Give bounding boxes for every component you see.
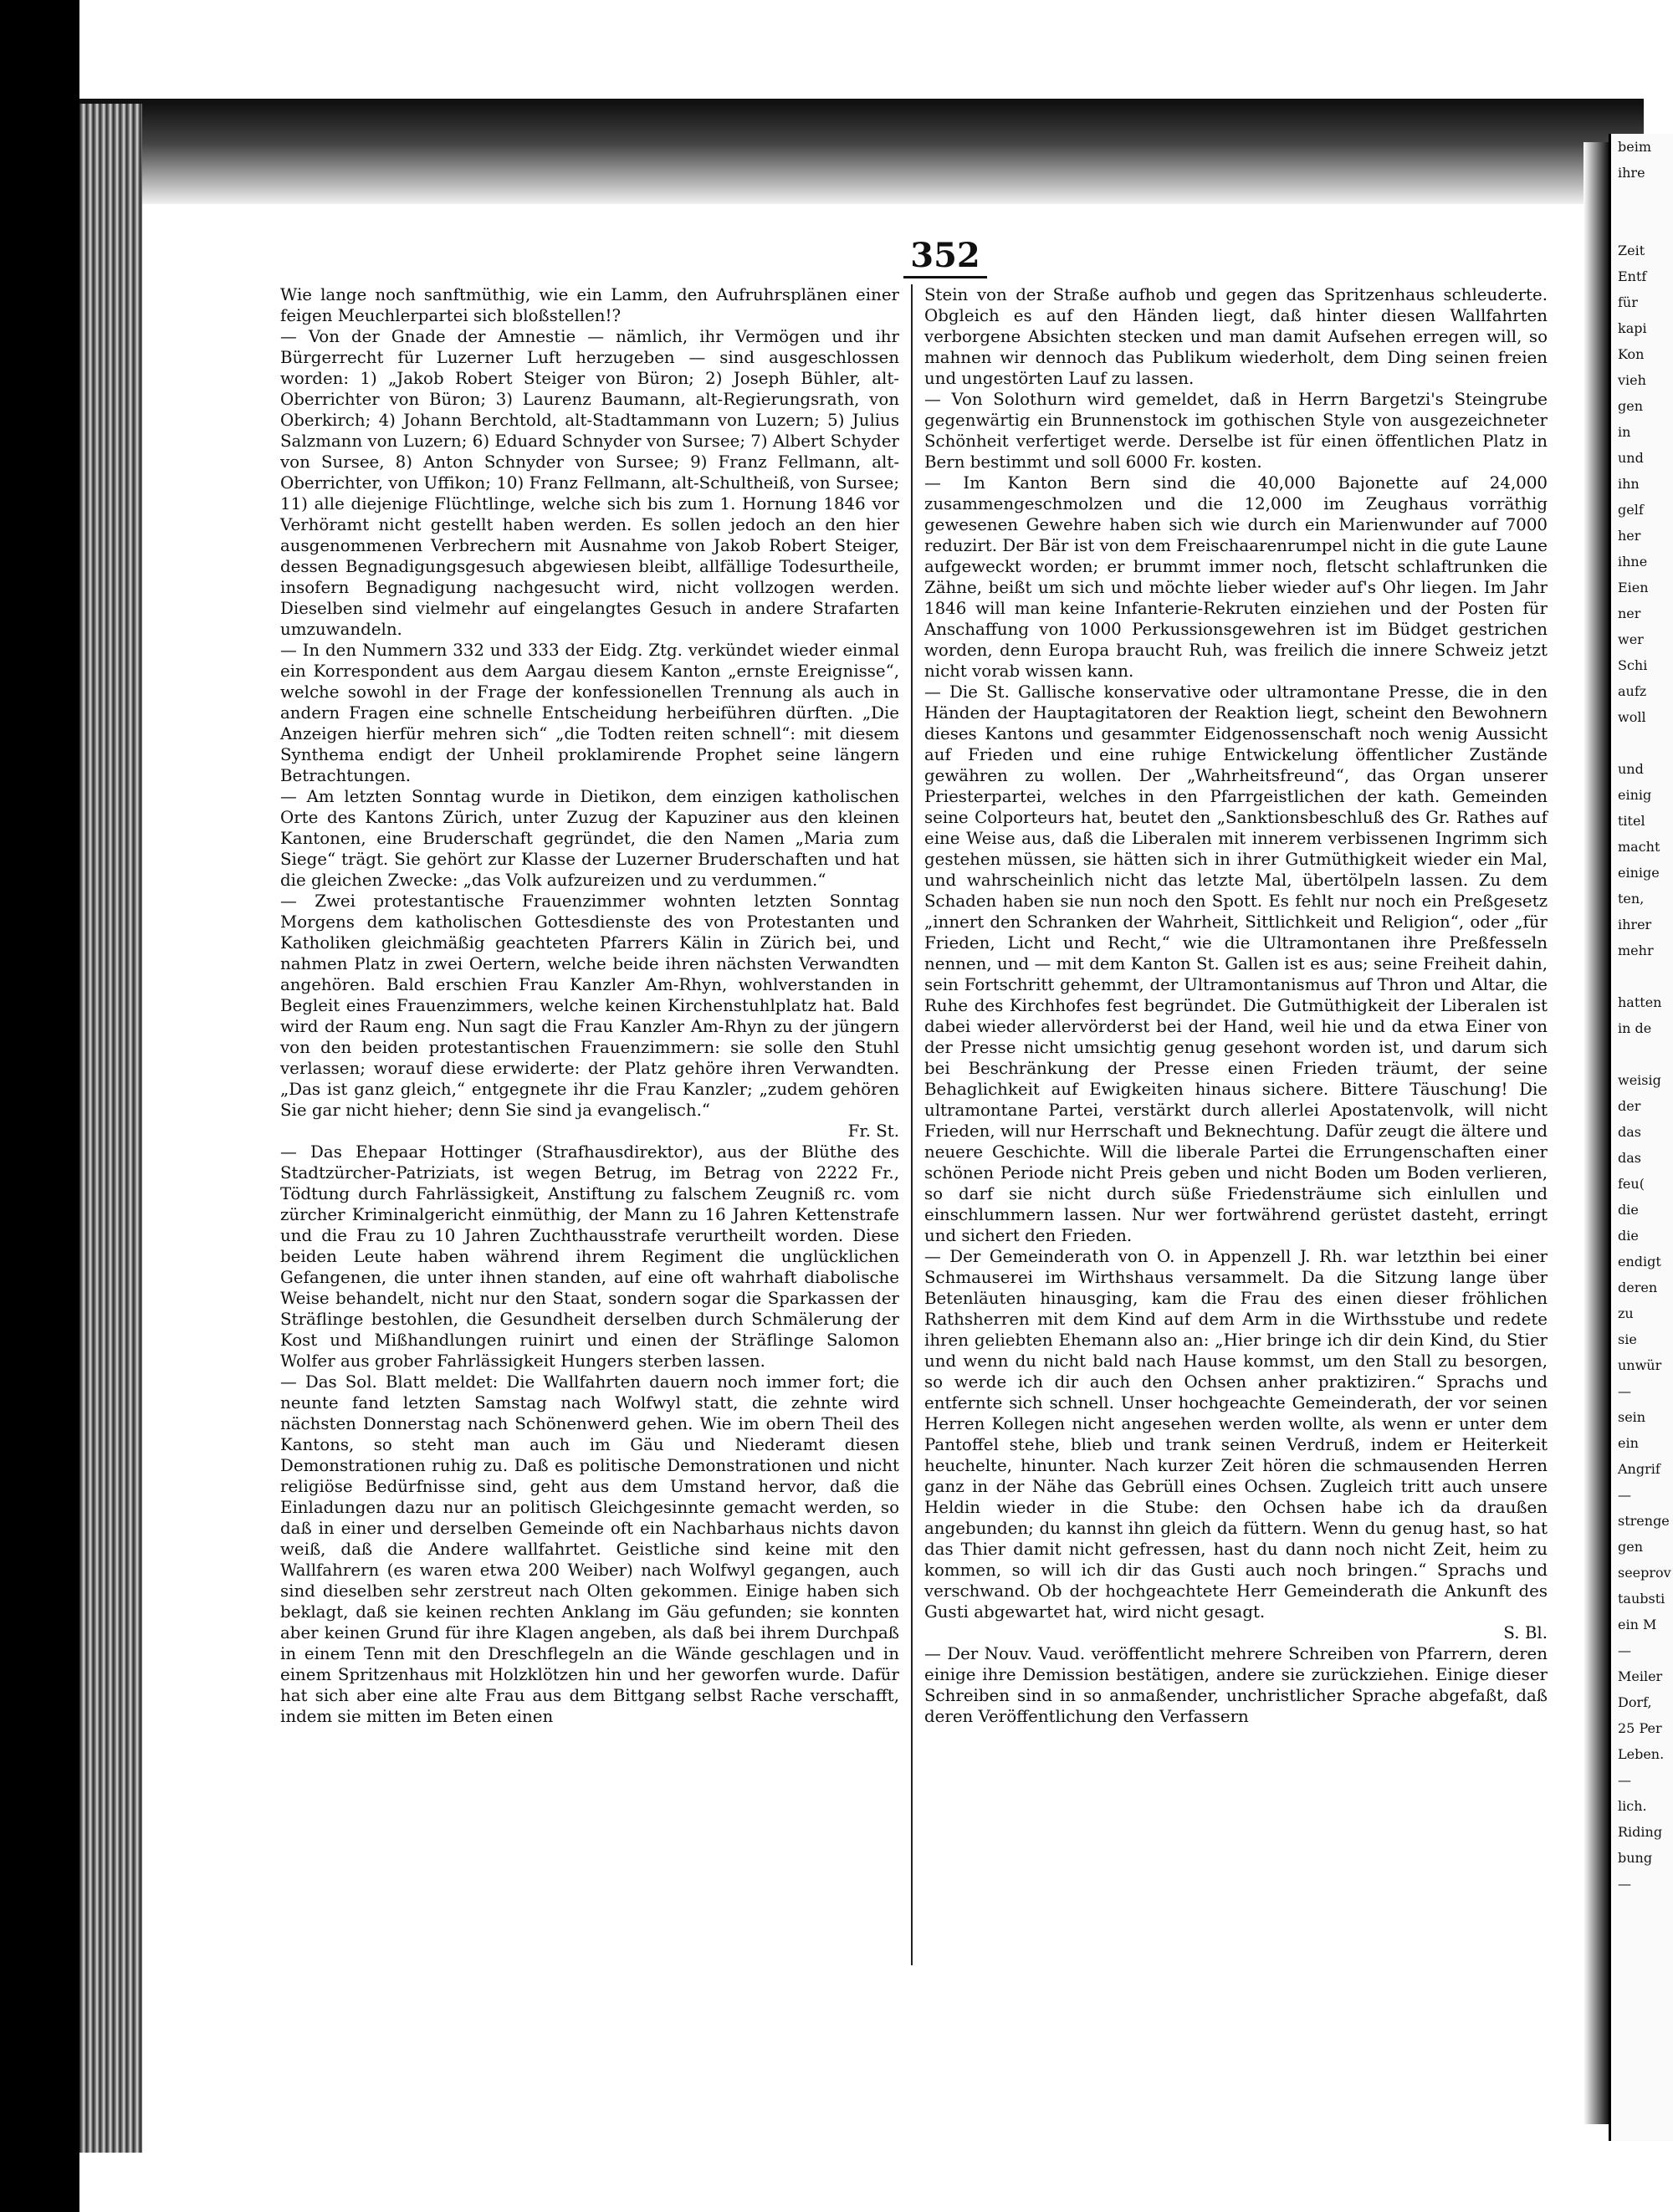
next-page-line: feu( [1618,1176,1645,1192]
article-paragraph: — Im Kanton Bern sind die 40,000 Bajonette auf 24,000 zusammengeschmolzen und die 12,000 im Zeughaus vorräthig gewesenen Gewehre haben sich wie durch ein Marienwunder auf 7000 reduzirt. Der Bär ist von dem Freischaarenrumpel nicht in die gute Laune aufgeweckt worden; er brummt immer noch, fletscht schlaftrunken die Zähne, beißt um sich und möchte lieber wieder auf's Ohr liegen. Im Jahr 1846 will man keine Infanterie-Rekruten einziehen und der Posten für Anschaffung von 1000 Perkussionsgewehren ist im Büdget gestrichen worden, denn Europa braucht Ruh, was freilich die innere Schweiz jetzt nicht vorab wissen kann. [924,473,1548,681]
left-column [280,284,899,1727]
next-page-line: die [1618,1202,1639,1218]
next-page-line: — [1618,1487,1631,1503]
next-page-line: Entf [1618,268,1647,284]
page-gutter-shadow [1583,142,1609,2124]
column-divider [911,284,913,1965]
next-page-line: gen [1618,398,1644,414]
next-page-line: ner [1618,605,1641,621]
article-paragraph: S. Bl. [1503,1623,1548,1642]
scan-top-margin [79,0,1673,99]
next-page-line: titel [1618,813,1645,829]
next-page-line: deren [1618,1280,1658,1295]
scan-left-border [0,0,79,2212]
next-page-line [1611,1041,1673,1067]
page-number-underline [903,276,987,278]
next-page-line: — [1618,1772,1631,1788]
next-page-line: ihne [1618,554,1648,570]
next-page-line: für [1618,294,1638,310]
next-page-line: Eien [1618,580,1649,595]
next-page-line: vieh [1618,372,1646,388]
next-page-line: Angrif [1618,1461,1660,1477]
next-page-line: Leben. [1618,1746,1665,1762]
next-page-line: ihre [1618,165,1645,181]
next-page-line: endigt [1618,1254,1661,1269]
next-page-line [1611,212,1673,238]
next-page-line: in de [1618,1020,1652,1036]
next-page-line: macht [1618,839,1660,855]
next-page-line: der [1618,1098,1641,1114]
next-page-line: zu [1618,1305,1634,1321]
article-paragraph: — Am letzten Sonntag wurde in Dietikon, dem einzigen katholischen Orte des Kantons Zürich, unter Zuzug der Kapuziner aus den kleinen Kantonen, eine Bruderschaft gegründet, die den Namen „Maria zum Siege“ trägt. Sie gehört zur Klasse der Luzerner Bruderschaften und hat die gleichen Zwecke: „das Volk aufzureizen und zu verdummen.“ [280,787,899,890]
next-page-line: lich. [1618,1798,1647,1814]
next-page-line: ihrer [1618,917,1652,932]
article-paragraph: — Der Gemeinderath von O. in Appenzell J. Rh. war letzthin bei einer Schmauserei im Wirthshaus versammelt. Da die Sitzung lange über Betenläuten hinausging, kam die Frau des einen dieser fröhlichen Rathsherren mit dem Kind auf dem Arm in die Wirthsstube und redete ihren geliebten Ehemann also an: „Hier bringe ich dir dein Kind, du Stier und wenn du nicht bald nach Hause kommst, um den Stall zu besorgen, so werde ich dir auch den Ochsen anher praktiziren.“ Sprachs und entfernte sich schnell. Unser hochgeachte Gemeinderath, der vor seinen Herren Kollegen nicht angesehen werden wollte, als wenn er unter dem Pantoffel stehe, blieb und trank seinen Verdruß, indem er Heiterkeit heuchelte, hinunter. Nach kurzer Zeit hören die schmausenden Herren ganz in der Nähe das Gebrüll eines Ochsen. Zugleich tritt auch unsere Heldin wieder in die Stube: den Ochsen habe ich da draußen angebunden; du kannst ihn gleich da füttern. Wenn du genug hast, so hat das Thier damit nicht gefressen, hast du dann noch nicht Zeit, heim zu kommen, so will ich dir das Gusti auch noch bringen.“ Sprachs und verschwand. Ob der hochgeachtete Herr Gemeinderath die Ankunft des Gusti abgewartet hat, wird nicht gesagt. [924,1247,1548,1622]
next-page-line: woll [1618,709,1646,725]
next-page-line: weisig [1618,1072,1661,1088]
next-page-line: unwür [1618,1357,1662,1373]
next-page-line: das [1618,1124,1641,1140]
article-paragraph: — Die St. Gallische konservative oder ultramontane Presse, die in den Händen der Hauptagitatoren der Reaktion liegt, scheint den Bewohnern dieses Kantons und gesammter Eidgenossenschaft noch wenig Aussicht auf Frieden und eine ruhige Entwickelung öffentlicher Zustände gewähren zu wollen. Der „Wahrheitsfreund“, das Organ unserer Priesterpartei, welches in den Pfarrgeistlichen der kath. Gemeinden seine Colporteurs hat, beutet den „Sanktionsbeschluß des Gr. Rathes auf eine Weise aus, daß die Liberalen mit innerem verbissenen Ingrimm sich gestehen müssen, sie hätten sich in ihrer Gutmüthigkeit wieder ein Mal, und wahrscheinlich nicht das letzte Mal, übertölpeln lassen. Zu dem Schaden haben sie nun noch den Spott. Es fehlt nur noch ein Preßgesetz „innert den Schranken der Wahrheit, Sittlichkeit und Religion“, oder „für Frieden, Licht und Recht,“ wie die Ultramontanen ihre Preßfesseln nennen, und — mit dem Kanton St. Gallen ist es aus; seine Freiheit dahin, sein Fortschritt gehemmt, der Ultramontanismus auf Thron und Altar, die Ruhe des Kirchhofes fest begründet. Die Gutmüthigkeit der Liberalen ist dabei wieder allervörderst bei der Hand, weil hie und da etwa Einer von der Presse nicht umsichtig genug gesehont worden ist, und darum sich bei Beschränkung der Presse einen Frieden träumt, der seine Behaglichkeit auf Ewigkeiten hinaus sichere. Bittere Täuschung! Die ultramontane Partei, verstärkt durch allerlei Apostatenvolk, will nicht Frieden, will nur Herrschaft und Beknechtung. Dafür zeugt die ältere und neuere Geschichte. Will die liberale Partei die Errungenschaften einer schönen Periode nicht Preis geben und nicht Boden um Boden verlieren, so darf sie nicht durch süße Friedensträume sich einlullen und einschlummern lassen. Nur wer fortwährend gerüstet dasteht, erringt und sichert den Frieden. [924,682,1548,1245]
next-page-line: — [1618,1642,1631,1658]
next-page-line: und [1618,450,1644,466]
next-page-line: kapi [1618,320,1647,336]
next-page-line: gen [1618,1539,1644,1555]
next-page-line: taubsti [1618,1591,1665,1607]
next-page-line: gelf [1618,502,1644,518]
article-paragraph: Wie lange noch sanftmüthig, wie ein Lamm, den Aufruhrsplänen einer feigen Meuchlerpartei sich bloßstellen!? [280,285,899,325]
scan-top-line [79,99,1644,104]
next-page-line: einig [1618,787,1652,803]
next-page-line: wer [1618,631,1644,647]
next-page-line: — [1618,1383,1631,1399]
next-page-line: ein M [1618,1617,1657,1632]
next-page-line: strenge [1618,1513,1670,1529]
book-page-edges [79,104,142,2153]
next-page-line: einige [1618,865,1660,881]
next-page-line: — [1618,1876,1631,1892]
next-page-line: 25 Per [1618,1720,1662,1736]
article-paragraph: — Von Solothurn wird gemeldet, daß in Herrn Bargetzi's Steingrube gegenwärtig ein Brunnenstock im gothischen Style von ausgezeichneter Schönheit verfertiget werde. Derselbe ist für einen öffentlichen Platz in Bern bestimmt und soll 6000 Fr. kosten. [924,390,1548,472]
next-page-line [1611,963,1673,989]
article-paragraph: Stein von der Straße aufhob und gegen das Spritzenhaus schleuderte. Obgleich es auf den Händen liegt, daß hinter diesen Wallfahrten verborgene Absichten stecken und man damit Aufsehen erregen will, so mahnen wir dennoch das Publikum wiederholt, dem Ding seinen freien und ungestörten Lauf zu lassen. [924,285,1548,388]
next-page-line: das [1618,1150,1641,1166]
next-page-line: sie [1618,1331,1637,1347]
next-page-line [1611,730,1673,756]
article-paragraph: — Zwei protestantische Frauenzimmer wohnten letzten Sonntag Morgens dem katholischen Gottesdienste des von Protestanten und Katholiken gleichmäßig geachteten Pfarrers Kälin in Zürich bei, und nahmen Platz in zwei Oertern, welche beide ihren nächsten Verwandten angehören. Bald erschien Frau Kanzler Am-Rhyn, wohlverstanden in Begleit eines Frauenzimmers, welche keinen Kirchenstuhlplatz hat. Bald wird der Raum eng. Nun sagt die Frau Kanzler Am-Rhyn zu der jüngern von den beiden protestantischen Frauenzimmern: sie solle den Stuhl verlassen; worauf diese erwiderte: der Platz gehöre ihren Verwandten. „Das ist ganz gleich,“ entgegnete ihr die Frau Kanzler; „zudem gehören Sie gar nicht hieher; denn Sie sind ja evangelisch.“ [280,891,899,1120]
next-page-line: beim [1618,139,1651,155]
next-page-line: Schi [1618,657,1648,673]
next-page-line: und [1618,761,1644,777]
next-page-line: Meiler [1618,1668,1663,1684]
next-page-fragment [1609,134,1673,2141]
article-paragraph: — Das Sol. Blatt meldet: Die Wallfahrten dauern noch immer fort; die neunte fand letzten Samstag nach Wolfwyl statt, die zehnte wird nächsten Donnerstag nach Schönenwerd gehen. Wie im obern Theil des Kantons, so steht man auch im Gäu und Niederamt diesen Demonstrationen ruhig zu. Daß es politische Demonstrationen und nicht religiöse Bedürfnisse sind, geht aus dem Umstand hervor, daß die Einladungen dazu nur an politisch Gleichgesinnte gemacht werden, so daß in einer und derselben Gemeinde oft ein Nachbarhaus nichts davon weiß, daß die Andere wallfahrtet. Geistliche sind keine mit den Wallfahrern (es waren etwa 200 Weiber) nach Wolfwyl gegangen, auch sind dieselben sehr zerstreut nach Olten gekommen. Einige haben sich beklagt, daß sie keinen rechten Anklang im Gäu gefunden; sie konnten aber keinen Grund für ihre Klagen angeben, als daß bei ihrem Durchpaß in einem Tenn mit den Dreschflegeln an die Wände geschlagen und in einem Spritzenhaus mit Holzklötzen hin und her geworfen wurde. Dafür hat sich aber eine alte Frau aus dem Bittgang selbst Rache verschafft, indem sie mitten im Beten einen [280,1372,899,1726]
next-page-line [1611,186,1673,212]
next-page-line: Kon [1618,346,1645,362]
next-page-line: Riding [1618,1824,1663,1840]
next-page-line: mehr [1618,943,1654,958]
next-page-line: seeprov [1618,1565,1671,1581]
article-paragraph: — In den Nummern 332 und 333 der Eidg. Ztg. verkündet wieder einmal ein Korrespondent aus dem Aargau diesem Kanton „ernste Ereignisse“, welche sowohl in der Frage der konfessionellen Trennung als auch in andern Fragen eine schnelle Entscheidung herbeiführen dürften. „Die Anzeigen hierfür mehren sich“ „die Todten reiten schnell“: mit diesem Synthema endigt der Unheil proklamirende Prophet seine längern Betrachtungen. [280,641,899,785]
book-top-edge [79,104,1644,204]
right-column [924,284,1548,1727]
next-page-line: die [1618,1228,1639,1244]
next-page-line: ten, [1618,891,1645,907]
article-paragraph: — Der Nouv. Vaud. veröffentlicht mehrere Schreiben von Pfarrern, deren einige ihre Demission bestätigen, andere sie zurückziehen. Einige dieser Schreiben sind in so anmaßender, unchristlicher Sprache abgefaßt, daß deren Veröffentlichung den Verfassern [924,1644,1548,1726]
next-page-line: aufz [1618,683,1647,699]
next-page-line: in [1618,424,1631,440]
next-page-line: bung [1618,1850,1653,1866]
next-page-line: sein [1618,1409,1646,1425]
article-paragraph: — Das Ehepaar Hottinger (Strafhausdirektor), aus der Blüthe des Stadtzürcher-Patriziats, ist wegen Betrug, im Betrag von 2222 Fr., Tödtung durch Fahrlässigkeit, Anstiftung zu falschem Zeugniß rc. vom zürcher Kriminalgericht einmüthig, der Mann zu 16 Jahren Kettenstrafe und die Frau zu 10 Jahren Zuchthausstrafe verurtheilt worden. Diese beiden Leute haben während ihrem Regiment die unglücklichen Gefangenen, die unter ihnen standen, auf eine oft wahrhaft diabolische Weise behandelt, nicht nur den Staat, sondern sogar die Sparkassen der Sträflinge bestohlen, die Gesundheit derselben durch Schmälerung der Kost und Mißhandlungen ruinirt und einen der Sträflinge Salomon Wolfer aus grober Fahrlässigkeit Hungers sterben lassen. [280,1142,899,1371]
next-page-line: ein [1618,1435,1639,1451]
next-page-line: her [1618,528,1641,544]
page-number: 352 [910,236,980,275]
next-page-line: hatten [1618,994,1662,1010]
next-page-line: ihn [1618,476,1640,492]
next-page-line: Dorf, [1618,1694,1652,1710]
next-page-line: Zeit [1618,243,1645,258]
article-paragraph: Fr. St. [847,1121,899,1141]
article-paragraph: — Von der Gnade der Amnestie — nämlich, ihr Vermögen und ihr Bürgerrecht für Luzerner Luft herzugeben — sind ausgeschlossen worden: 1) „Jakob Robert Steiger von Büron; 2) Joseph Bühler, alt-Oberrichter von Büron; 3) Laurenz Baumann, alt-Regierungsrath, von Oberkirch; 4) Johann Berchtold, alt-Stadtammann von Luzern; 5) Julius Salzmann von Luzern; 6) Eduard Schnyder von Sursee; 7) Albert Schyder von Sursee, 8) Anton Schnyder von Sursee; 9) Franz Fellmann, alt-Oberrichter, von Uffikon; 10) Franz Fellmann, alt-Schultheiß, von Sursee; 11) alle diejenige Flüchtlinge, welche sich bis zum 1. Hornung 1846 vor Verhöramt nicht gestellt haben werden. Es sollen jedoch an den hier ausgenommenen Verbrechern mit Ausnahme von Jakob Robert Steiger, dessen Begnadigungsgesuch abgewiesen bleibt, allfällige Todesurtheile, insofern Begnadigung nachgesucht wird, nicht vollzogen werden. Dieselben sind vielmehr auf eingelangtes Gesuch in andere Strafarten umzuwandeln. [280,327,899,639]
